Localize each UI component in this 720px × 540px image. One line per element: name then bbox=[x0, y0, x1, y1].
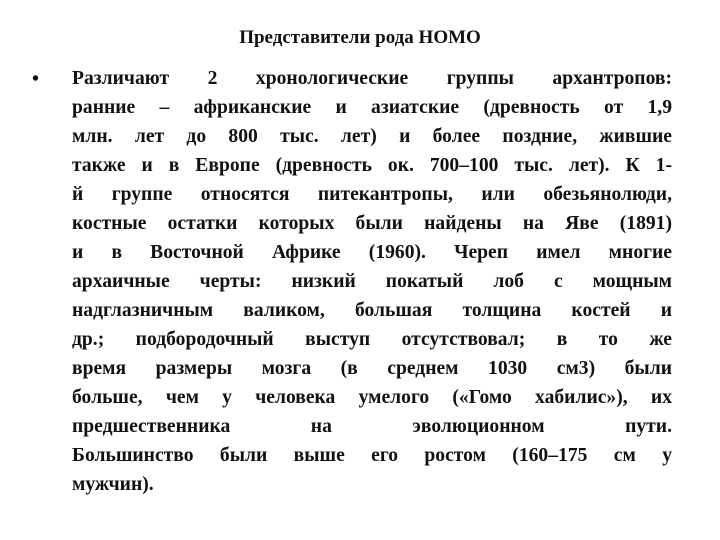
text-line: время размеры мозга (в среднем 1030 см3) были bbox=[72, 358, 672, 379]
text-line: надглазничным валиком, большая толщина костей и bbox=[72, 300, 672, 321]
text-line: ранние – африканские и азиатские (древность от 1,9 bbox=[72, 97, 672, 118]
text-line: костные остатки которых были найдены на Яве (1891) bbox=[72, 213, 672, 234]
text-line: Большинство были выше его ростом (160–175 см у bbox=[72, 445, 672, 466]
text-line: й группе относятся питекантропы, или обезьянолюди, bbox=[72, 184, 672, 205]
text-line: больше, чем у человека умелого («Гомо хабилис»), их bbox=[72, 387, 672, 408]
bullet-icon: • bbox=[32, 68, 40, 90]
slide-title: Представители рода HOMO bbox=[239, 27, 481, 48]
text-line: млн. лет до 800 тыс. лет) и более поздние, жившие bbox=[72, 126, 672, 147]
text-line: также и в Европе (древность ок. 700–100 тыс. лет). К 1- bbox=[72, 155, 672, 176]
text-line: предшественника на эволюционном пути. bbox=[72, 416, 672, 437]
bullet-text bbox=[72, 64, 672, 499]
text-line: Различают 2 хронологические группы архантропов: bbox=[72, 68, 672, 89]
text-line: и в Восточной Африке (1960). Череп имел многие bbox=[72, 242, 672, 263]
text-line: архаичные черты: низкий покатый лоб с мощным bbox=[72, 271, 672, 292]
text-line: др.; подбородочный выступ отсутствовал; в то же bbox=[72, 329, 672, 350]
text-line: мужчин). bbox=[72, 474, 154, 495]
